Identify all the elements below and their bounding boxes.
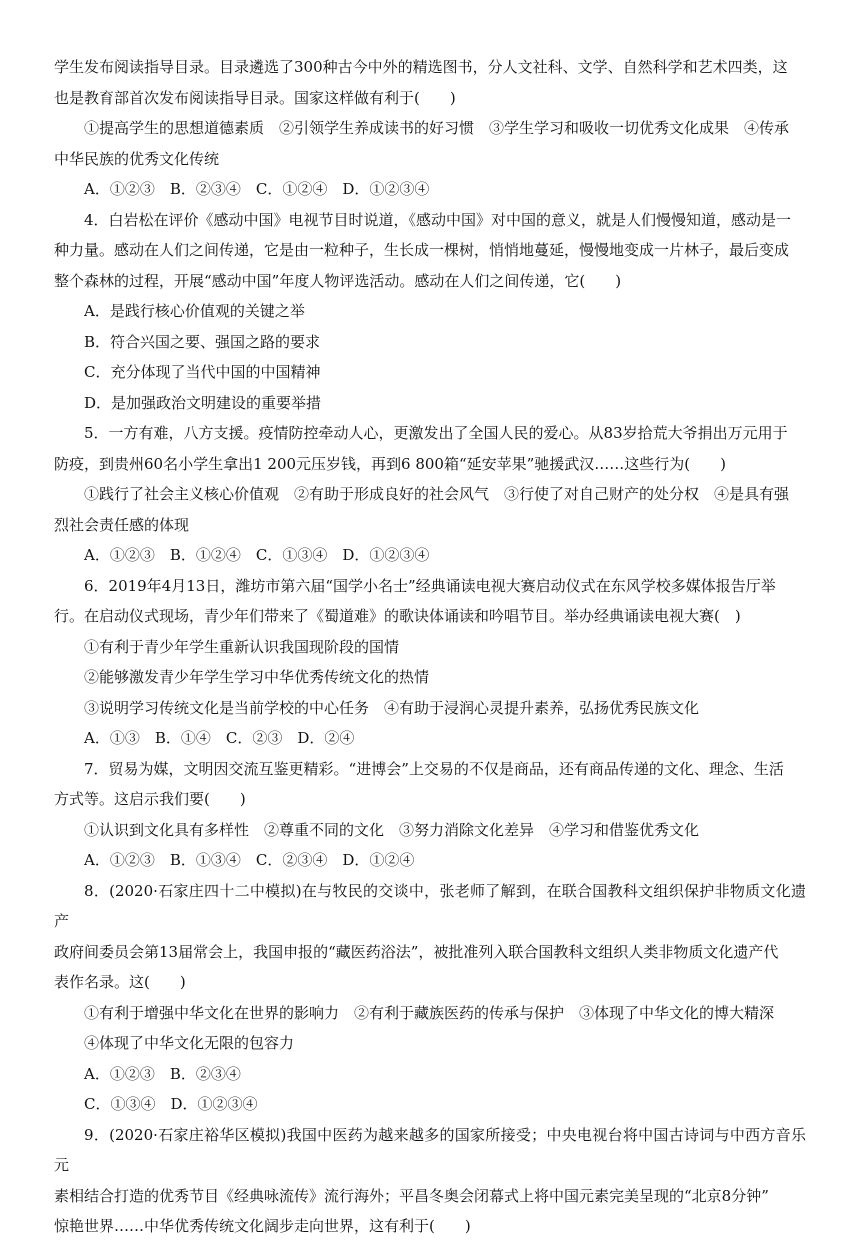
text-line-17: A．①②③ B．①②④ C．①③④ D．①②③④ xyxy=(84,546,430,564)
text-line-1: 学生发布阅读指导目录。目录遴选了300种古今中外的精选图书，分人文社科、文学、自然科学和艺术四类，这 xyxy=(54,58,788,76)
text-line-26: ①认识到文化具有多样性 ②尊重不同的文化 ③努力消除文化差异 ④学习和借鉴优秀文化 xyxy=(84,820,700,839)
text-line-8: 整个森林的过程，开展“感动中国”年度人物评选活动。感动在人们之间传递，它( ) xyxy=(54,271,622,290)
text-line-23: A．①③ B．①④ C．②③ D．②④ xyxy=(84,729,355,747)
text-line-28: 8．(2020·石家庄四十二中模拟)在与牧民的交谈中，张老师了解到，在联合国教科文组织保护非物质文化遗产 xyxy=(54,881,806,930)
text-line-29: 政府间委员会第13届常会上，我国申报的“藏医药浴法”，被批准列入联合国教科文组织人类非物质文化遗产代 xyxy=(54,942,779,961)
text-line-3: ①提高学生的思想道德素质 ②引领学生养成读书的好习惯 ③学生学习和吸收一切优秀文化成果 ④传承 xyxy=(84,119,790,137)
text-line-37: 惊艳世界……中华优秀传统文化阔步走向世界，这有利于( ) xyxy=(54,1217,471,1235)
text-line-25: 方式等。这启示我们要( ) xyxy=(54,790,246,808)
text-line-19: 行。在启动仪式现场，青少年们带来了《蜀道难》的歌诀体诵读和吟唱节目。举办经典诵读电视大赛( ) xyxy=(54,607,741,625)
text-line-21: ②能够激发青少年学生学习中华优秀传统文化的热情 xyxy=(84,668,430,686)
text-line-22: ③说明学习传统文化是当前学校的中心任务 ④有助于浸润心灵提升素养，弘扬优秀民族文化 xyxy=(84,698,700,717)
text-line-11: C．充分体现了当代中国的中国精神 xyxy=(84,363,321,381)
text-line-2: 也是教育部首次发布阅读指导目录。国家这样做有利于( ) xyxy=(54,88,456,107)
text-line-18: 6．2019年4月13日，潍坊市第六届“国学小名士”经典诵读电视大赛启动仪式在东风学校多媒体报告厅举 xyxy=(84,576,776,595)
text-line-12: D．是加强政治文明建设的重要举措 xyxy=(84,393,322,412)
text-line-35: 9．(2020·石家庄裕华区模拟)我国中医药为越来越多的国家所接受；中央电视台将中国古诗词与中西方音乐元 xyxy=(54,1125,806,1174)
text-line-6: 4．白岩松在评价《感动中国》电视节目时说道，《感动中国》对中国的意义，就是人们慢慢知道，感动是一 xyxy=(84,210,792,229)
text-line-30: 表作名录。这( ) xyxy=(54,973,186,991)
text-line-31: ①有利于增强中华文化在世界的影响力 ②有利于藏族医药的传承与保护 ③体现了中华文化的博大精深 xyxy=(84,1003,775,1022)
text-line-27: A．①②③ B．①③④ C．②③④ D．①②④ xyxy=(84,851,415,869)
text-line-9: A．是践行核心价值观的关键之举 xyxy=(84,302,305,320)
text-line-24: 7．贸易为媒，文明因交流互鉴更精彩。“进博会”上交易的不仅是商品，还有商品传递的文化、理念、生活 xyxy=(84,759,784,778)
text-line-10: B．符合兴国之要、强国之路的要求 xyxy=(84,332,321,351)
text-line-20: ①有利于青少年学生重新认识我国现阶段的国情 xyxy=(84,637,400,656)
text-line-14: 防疫，到贵州60名小学生拿出1 200元压岁钱，再到6 800箱“延安苹果”驰援武汉……这些行为( ) xyxy=(54,454,727,473)
text-line-4: 中华民族的优秀文化传统 xyxy=(54,149,220,168)
text-line-32: ④体现了中华文化无限的包容力 xyxy=(84,1034,295,1052)
text-line-15: ①践行了社会主义核心价值观 ②有助于形成良好的社会风气 ③行使了对自己财产的处分权 ④是具有强 xyxy=(84,485,790,503)
text-line-34: C．①③④ D．①②③④ xyxy=(84,1095,258,1113)
text-line-13: 5．一方有难，八方支援。疫情防控牵动人心，更激发出了全国人民的爱心。从83岁拾荒大爷捐出万元用于 xyxy=(84,424,788,442)
text-line-36: 素相结合打造的优秀节目《经典咏流传》流行海外；平昌冬奥会闭幕式上将中国元素完美呈现的“北京8分钟” xyxy=(54,1186,769,1205)
text-line-33: A．①②③ B．②③④ xyxy=(84,1064,241,1083)
text-line-5: A．①②③ B．②③④ C．①②④ D．①②③④ xyxy=(84,180,430,198)
text-line-7: 种力量。感动在人们之间传递，它是由一粒种子，生长成一棵树，悄悄地蔓延，慢慢地变成一片林子，最后变成 xyxy=(54,241,790,259)
text-line-16: 烈社会责任感的体现 xyxy=(54,515,190,534)
